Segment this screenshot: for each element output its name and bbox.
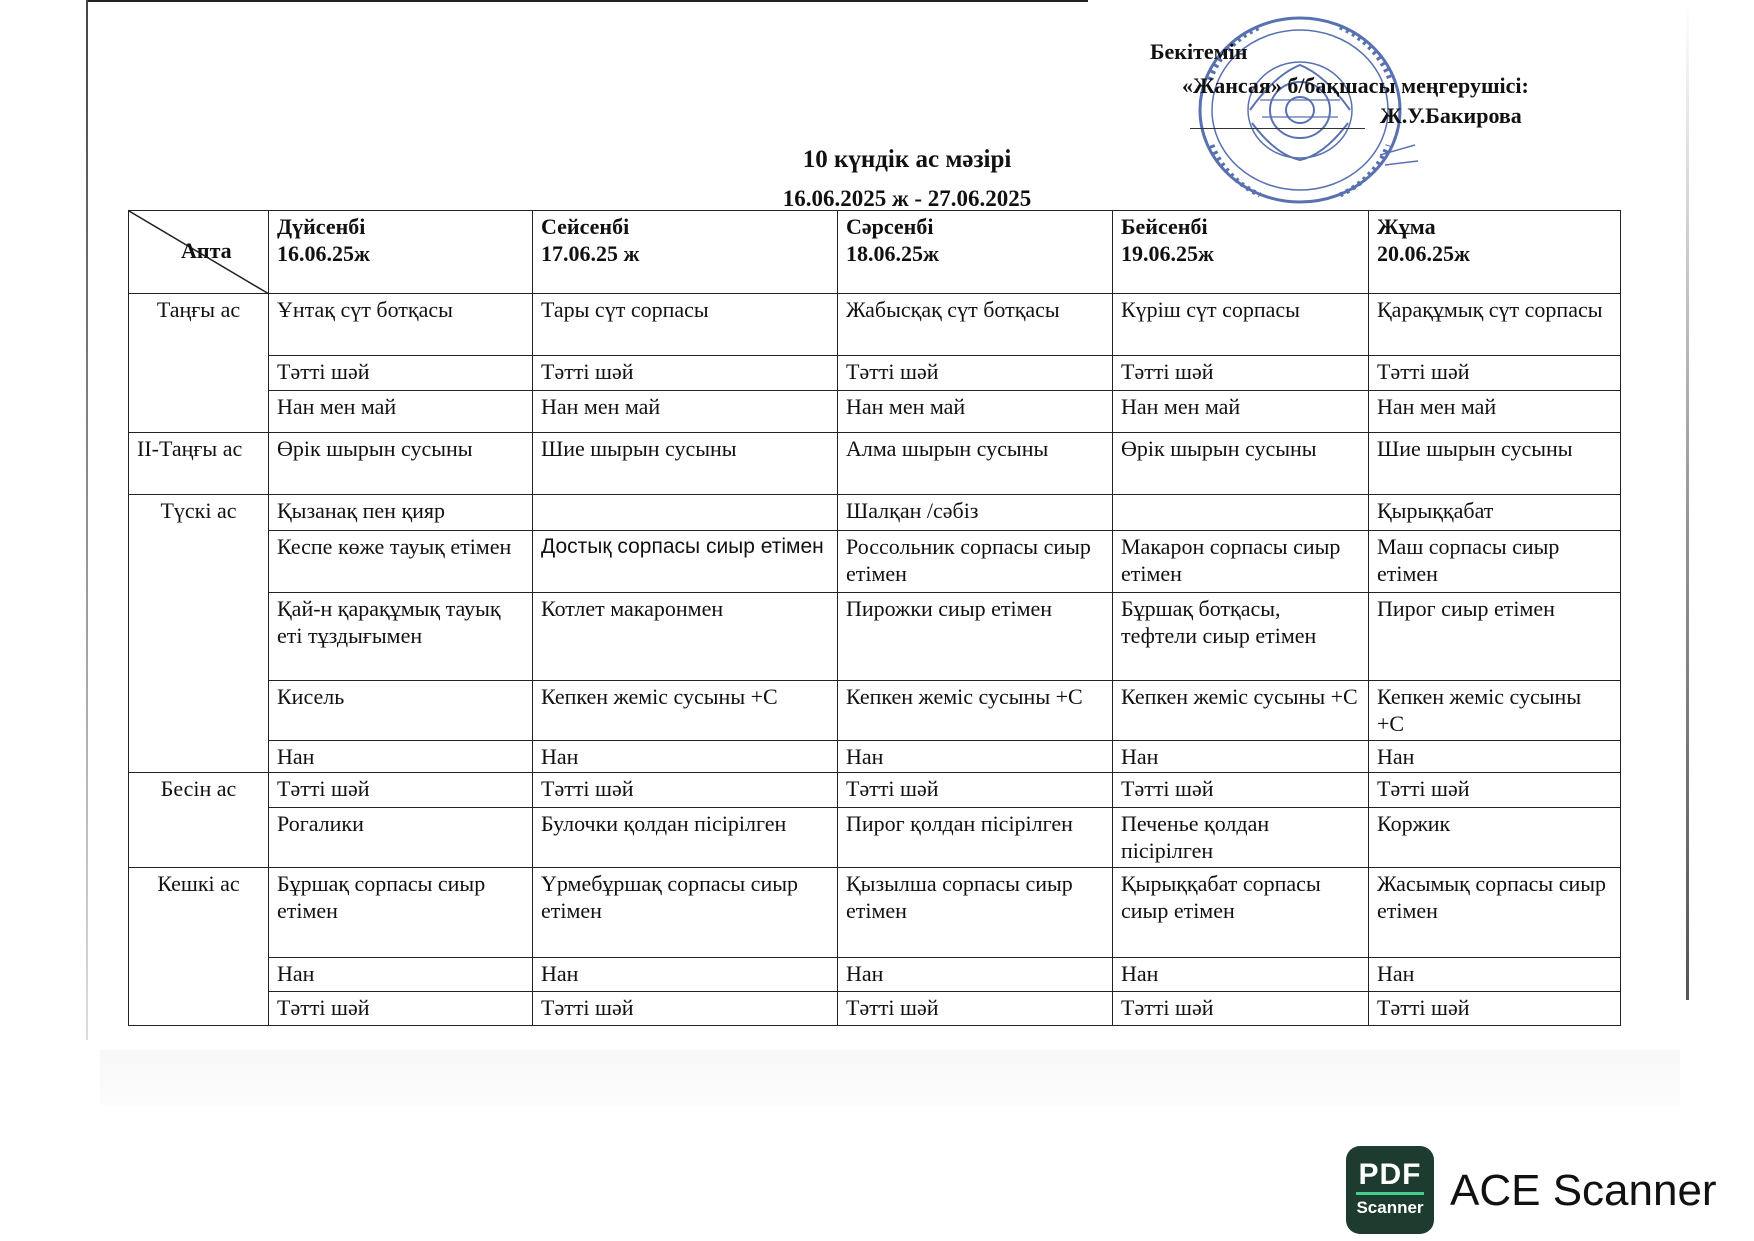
day-name: Бейсенбі [1121,214,1208,239]
day-header-friday [1369,211,1621,294]
corner-cell [129,211,269,294]
day-name: Сейсенбі [541,214,630,239]
menu-cell: Шие шырын сусыны [533,433,838,495]
menu-cell: Тәтті шәй [1369,356,1621,391]
menu-cell: Нан [269,958,533,992]
menu-cell: Нан мен май [269,391,533,433]
menu-cell: Нан [838,958,1113,992]
menu-cell: Котлет макаронмен [533,593,838,681]
menu-cell [533,495,838,531]
menu-cell: Тәтті шәй [269,356,533,391]
menu-cell: Тәтті шәй [838,356,1113,391]
document-title: 10 күндік ас мәзірі [802,146,1012,173]
menu-cell: Шалқан /сәбіз [838,495,1113,531]
menu-cell: Тәтті шәй [1369,773,1621,808]
table-row [129,531,1621,593]
menu-cell: Қызанақ пен қияр [269,495,533,531]
day-header-monday [269,211,533,294]
menu-cell: Пирожки сиыр етімен [838,593,1113,681]
menu-cell: Тәтті шәй [533,773,838,808]
menu-cell: Кепкен жеміс сусыны +С [1113,681,1369,741]
day-header-tuesday [533,211,838,294]
menu-cell: Қызылша сорпасы сиыр етімен [838,868,1113,958]
menu-cell: Күріш сүт сорпасы [1113,294,1369,356]
menu-cell: Пирог қолдан пісірілген [838,808,1113,868]
menu-cell: Кепкен жеміс сусыны +С [838,681,1113,741]
menu-cell: Коржик [1369,808,1621,868]
day-header-wednesday [838,211,1113,294]
signature-line [1190,128,1365,129]
day-name: Сәрсенбі [846,214,934,239]
menu-cell: Қырыққабат [1369,495,1621,531]
logo-text-bottom: Scanner [1356,1198,1424,1217]
menu-cell: Кисель [269,681,533,741]
table-row [129,593,1621,681]
menu-cell: Қырыққабат сорпасы сиыр етімен [1113,868,1369,958]
menu-cell: Тәтті шәй [838,992,1113,1026]
page-edge-top [88,0,1088,2]
meal-label-snack: Бесін ас [129,773,269,868]
menu-cell: Қарақұмық сүт сорпасы [1369,294,1621,356]
day-name: Дүйсенбі [277,214,366,239]
menu-cell: Рогалики [269,808,533,868]
menu-cell: Маш сорпасы сиыр етімен [1369,531,1621,593]
menu-cell: Бұршақ сорпасы сиыр етімен [269,868,533,958]
menu-cell: Жабысқақ сүт ботқасы [838,294,1113,356]
menu-table [128,210,1621,1026]
menu-cell: Достық сорпасы сиыр етімен [533,531,838,593]
menu-cell: Нан [269,741,533,773]
menu-cell: Макарон сорпасы сиыр етімен [1113,531,1369,593]
app-name: ACE Scanner [1450,1166,1717,1215]
table-row [129,773,1621,808]
day-date: 17.06.25 ж [541,241,640,266]
menu-cell: Тәтті шәй [269,992,533,1026]
day-date: 19.06.25ж [1121,241,1214,266]
table-row [129,294,1621,356]
table-row [129,391,1621,433]
menu-cell: Нан [1113,958,1369,992]
menu-cell: Қай-н қарақұмық тауық еті тұздығымен [269,593,533,681]
menu-cell: Кепкен жеміс сусыны +С [533,681,838,741]
approval-line-1: Бекітемін [1150,39,1248,64]
menu-cell: Нан мен май [1113,391,1369,433]
menu-cell: Тәтті шәй [1113,992,1369,1026]
day-header-thursday [1113,211,1369,294]
menu-cell: Тәтті шәй [533,356,838,391]
document-period: 16.06.2025 ж - 27.06.2025 [782,186,1032,211]
menu-cell: Пирог сиыр етімен [1369,593,1621,681]
menu-cell: Нан мен май [1369,391,1621,433]
menu-cell: Нан [838,741,1113,773]
approval-block [1150,38,1670,158]
table-row [129,868,1621,958]
corner-label: Апта [181,238,232,263]
approval-line-2: «Жансая» б/бақшасы меңгерушісі: [1182,73,1529,98]
table-row [129,495,1621,531]
menu-cell: Жасымық сорпасы сиыр етімен [1369,868,1621,958]
menu-cell: Кепкен жеміс сусыны +С [1369,681,1621,741]
menu-cell: Тәтті шәй [269,773,533,808]
table-row [129,808,1621,868]
day-date: 20.06.25ж [1377,241,1470,266]
table-row [129,992,1621,1026]
menu-cell: Алма шырын сусыны [838,433,1113,495]
menu-cell: Тәтті шәй [1113,356,1369,391]
day-date: 18.06.25ж [846,241,939,266]
pdf-scanner-logo-icon [1346,1146,1434,1234]
header-row [129,211,1621,294]
ace-scanner-watermark [1346,1146,1726,1236]
menu-cell: Нан [533,958,838,992]
table-row [129,958,1621,992]
menu-cell: Тәтті шәй [533,992,838,1026]
menu-cell: Үрмебұршақ сорпасы сиыр етімен [533,868,838,958]
menu-cell: Нан [1369,741,1621,773]
menu-cell: Өрік шырын сусыны [269,433,533,495]
scan-shadow [100,1050,1680,1105]
menu-cell: Өрік шырын сусыны [1113,433,1369,495]
menu-cell: Шие шырын сусыны [1369,433,1621,495]
logo-text-top: PDF [1358,1158,1422,1191]
menu-cell: Нан мен май [838,391,1113,433]
meal-label-dinner: Кешкі ас [129,868,269,1026]
menu-cell: Булочки қолдан пісірілген [533,808,838,868]
table-row [129,356,1621,391]
meal-label-breakfast: Таңғы ас [129,294,269,433]
meal-label-second-breakfast: ІІ-Таңғы ас [129,433,269,495]
menu-cell: Бұршақ ботқасы, тефтели сиыр етімен [1113,593,1369,681]
menu-cell: Нан [533,741,838,773]
meal-label-lunch: Түскі ас [129,495,269,773]
menu-cell [1113,495,1369,531]
menu-cell: Тәтті шәй [1113,773,1369,808]
menu-cell: Кеспе көже тауық етімен [269,531,533,593]
approval-signatory: Ж.У.Бакирова [1380,103,1522,128]
day-date: 16.06.25ж [277,241,370,266]
menu-cell: Ұнтақ сүт ботқасы [269,294,533,356]
menu-cell: Нан [1113,741,1369,773]
menu-cell: Тәтті шәй [1369,992,1621,1026]
menu-cell: Нан [1369,958,1621,992]
menu-cell: Тәтті шәй [838,773,1113,808]
logo-accent-bar [1356,1192,1424,1195]
menu-cell: Россольник сорпасы сиыр етімен [838,531,1113,593]
menu-cell: Нан мен май [533,391,838,433]
table-row [129,433,1621,495]
table-row [129,681,1621,741]
day-name: Жұма [1377,214,1436,239]
menu-cell: Тары сүт сорпасы [533,294,838,356]
table-row [129,741,1621,773]
menu-cell: Печенье қолдан пісірілген [1113,808,1369,868]
